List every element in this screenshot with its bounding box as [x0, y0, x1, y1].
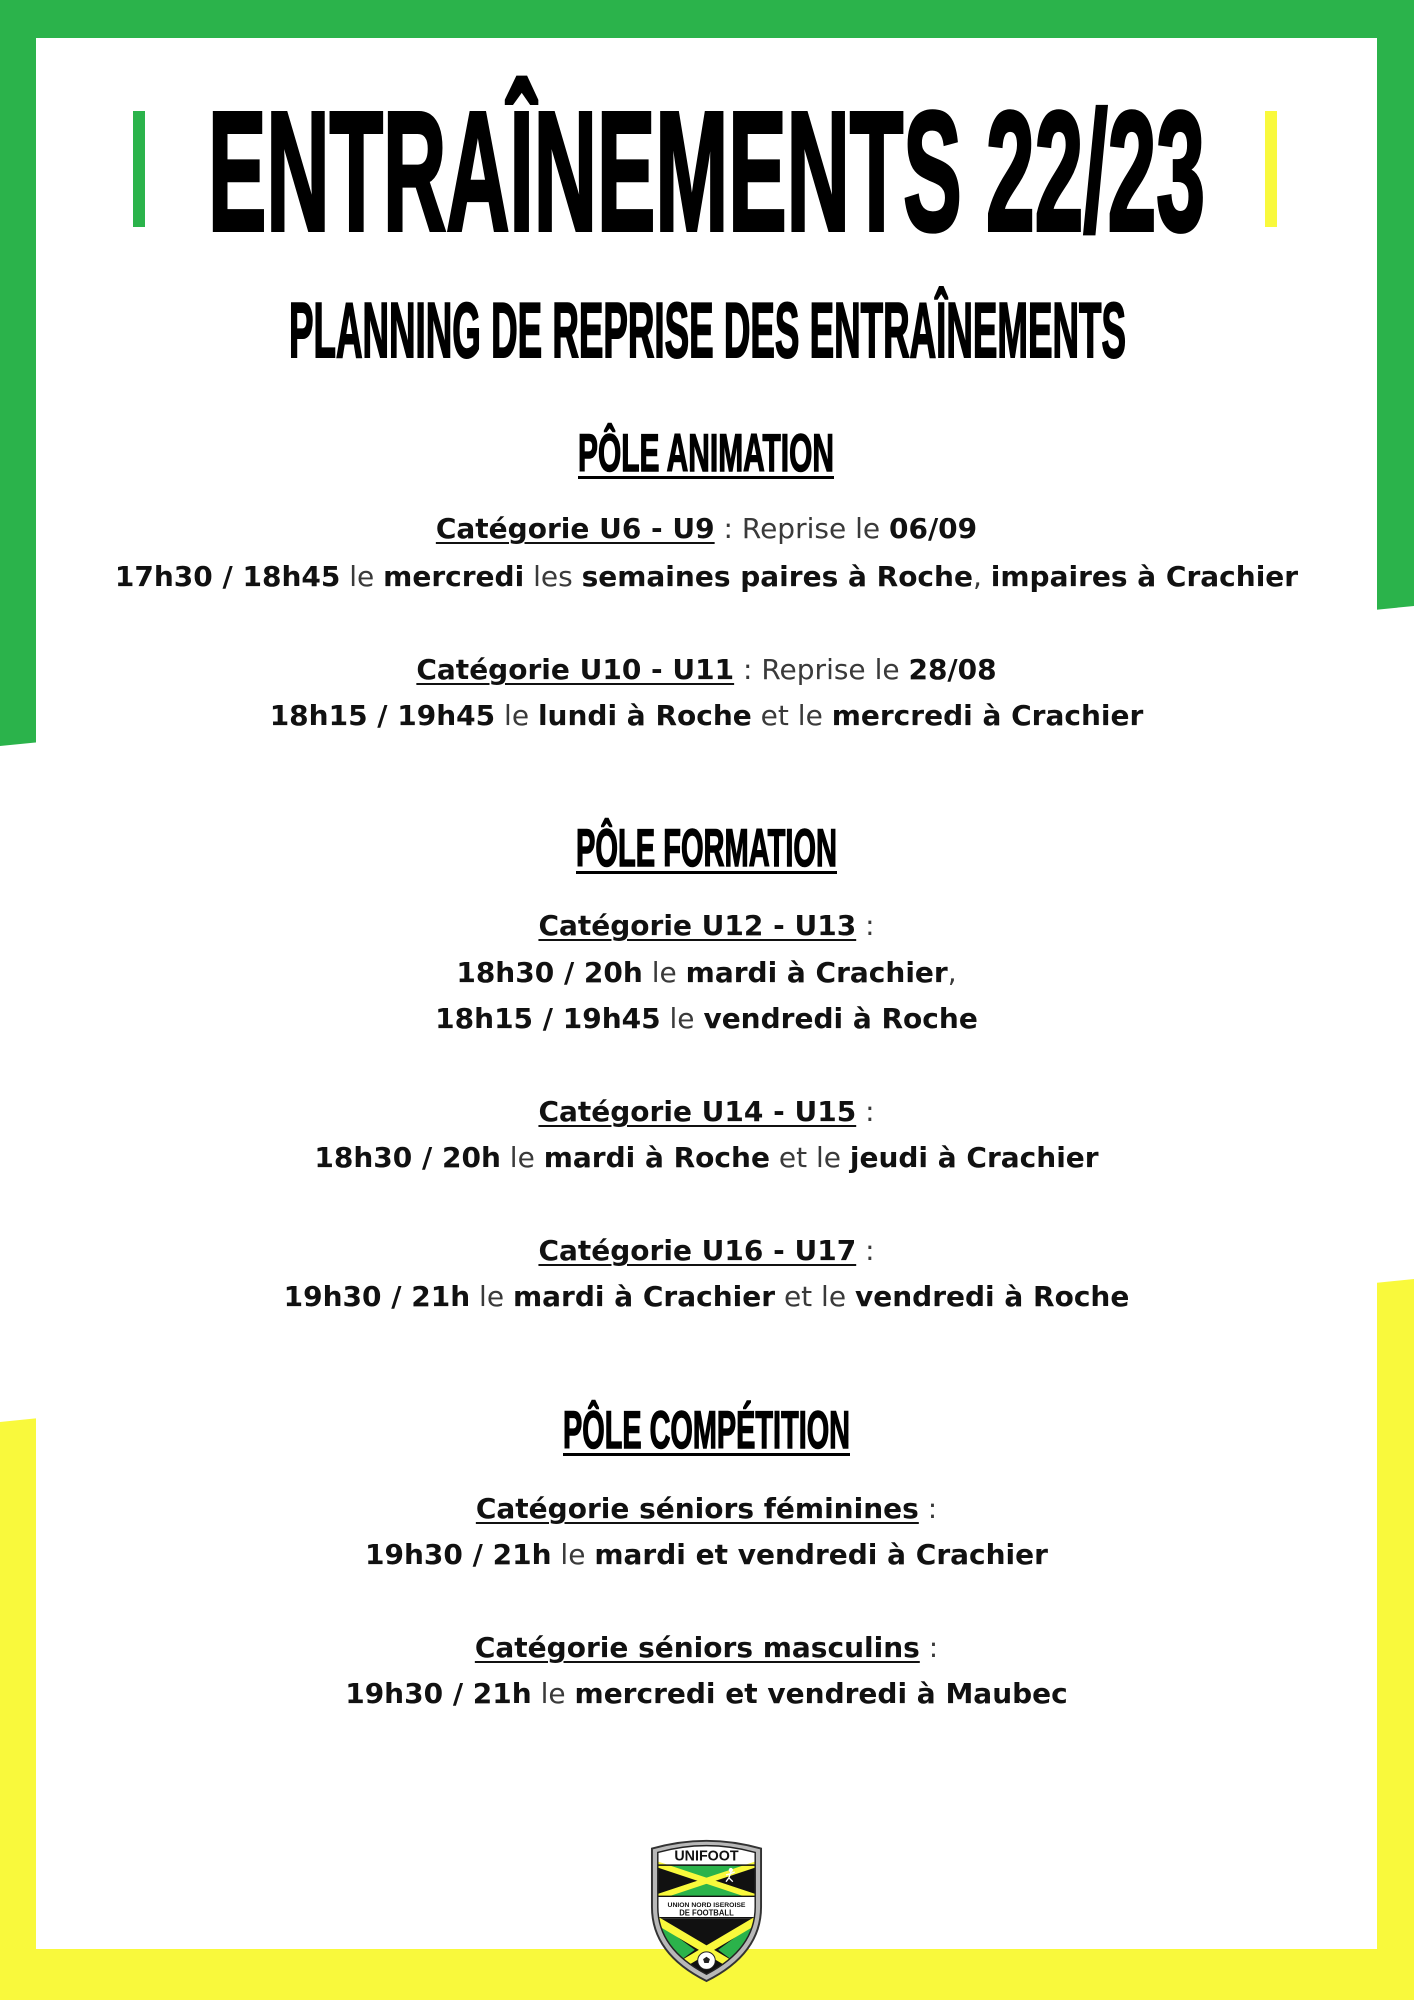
category-suffix: : [856, 909, 875, 942]
schedule-place: jeudi à Crachier [849, 1141, 1099, 1174]
schedule-place: mercredi et vendredi à Maubec [574, 1677, 1068, 1710]
schedule-place: mardi à Roche [543, 1141, 770, 1174]
schedule-place: mardi à Crachier [512, 1280, 776, 1313]
schedule-place: impaires à Crachier [990, 560, 1299, 593]
schedule-time: 18h30 / 20h [456, 956, 643, 989]
schedule-connector: , [947, 956, 957, 989]
resume-date: 06/09 [888, 512, 978, 545]
schedule-line [36, 553, 1377, 600]
schedule-place: mercredi à Crachier [831, 699, 1144, 732]
schedule-line [36, 1273, 1377, 1320]
schedule-place: mardi et vendredi à Crachier [594, 1538, 1048, 1571]
schedule-place: vendredi à Roche [854, 1280, 1130, 1313]
schedule-place: lundi à Roche [537, 699, 752, 732]
schedule-connector: et le [769, 1141, 850, 1174]
schedule-connector: les [524, 560, 582, 593]
schedule-connector: le [660, 1002, 704, 1035]
section-title-underline [563, 1453, 850, 1456]
section-heading-animation [36, 401, 1377, 486]
schedule-connector: et le [775, 1280, 855, 1313]
schedule-line [36, 949, 1377, 996]
category-label: Catégorie U10 - U11 [416, 653, 735, 686]
soccer-ball-icon [698, 1952, 716, 1970]
category-line [36, 902, 1377, 949]
logo-line1: UNION NORD ISEROISE [667, 1902, 747, 1910]
schedule-day: mercredi [383, 560, 525, 593]
category-label: Catégorie U16 - U17 [538, 1234, 857, 1267]
category-suffix: : Reprise le [714, 512, 889, 545]
schedule-line [36, 1670, 1377, 1717]
schedule-line [36, 1531, 1377, 1578]
page-title-text: ENTRAÎNEMENTS 22/23 [208, 77, 1205, 267]
schedule-connector: le [500, 1141, 544, 1174]
section-heading-formation [36, 796, 1377, 881]
section-heading-competition [36, 1378, 1377, 1463]
section-title-underline [576, 871, 837, 874]
unifoot-logo [648, 1833, 765, 1983]
section-title-underline [578, 476, 834, 479]
logo-name: UNIFOOT [674, 1848, 739, 1865]
section-title: PÔLE FORMATION [576, 819, 1052, 878]
schedule-line [36, 692, 1377, 739]
schedule-time: 19h30 / 21h [283, 1280, 471, 1313]
section-title: PÔLE ANIMATION [578, 424, 1032, 483]
category-line [36, 505, 1377, 552]
category-suffix: : [918, 1492, 938, 1525]
schedule-line [36, 995, 1377, 1042]
schedule-connector: le [642, 956, 686, 989]
resume-date: 28/08 [908, 653, 997, 686]
schedule-time: 19h30 / 21h [365, 1538, 552, 1571]
category-suffix: : [919, 1631, 939, 1664]
logo-line2: DE FOOTBALL [679, 1908, 735, 1918]
schedule-place: mardi à Crachier [685, 956, 948, 989]
schedule-connector: , [972, 560, 991, 593]
category-line [36, 1624, 1377, 1671]
category-line [36, 1088, 1377, 1135]
category-label: Catégorie U14 - U15 [538, 1095, 857, 1128]
schedule-time: 18h30 / 20h [314, 1141, 501, 1174]
page-subtitle [36, 270, 1377, 374]
section-title: PÔLE COMPÉTITION [563, 1401, 1091, 1460]
page-title [36, 60, 1377, 267]
schedule-connector: et le [751, 699, 832, 732]
schedule-line [36, 1134, 1377, 1181]
schedule-time: 19h30 / 21h [345, 1677, 532, 1710]
schedule-time: 18h15 / 19h45 [269, 699, 496, 732]
category-line [36, 1485, 1377, 1532]
category-label: Catégorie U6 - U9 [435, 512, 715, 545]
schedule-time: 17h30 / 18h45 [114, 560, 341, 593]
category-label: Catégorie séniors masculins [474, 1631, 920, 1664]
schedule-connector: le [551, 1538, 595, 1571]
category-label: Catégorie U12 - U13 [538, 909, 857, 942]
schedule-place: vendredi à Roche [703, 1002, 978, 1035]
schedule-connector: le [531, 1677, 575, 1710]
category-suffix: : [856, 1095, 875, 1128]
schedule-place: semaines paires à Roche [581, 560, 973, 593]
schedule-time: 18h15 / 19h45 [435, 1002, 661, 1035]
category-suffix: : [856, 1234, 875, 1267]
category-suffix: : Reprise le [734, 653, 909, 686]
schedule-connector: le [470, 1280, 513, 1313]
category-line [36, 646, 1377, 693]
page-subtitle-text: PLANNING DE REPRISE DES ENTRAÎNEMENTS [289, 286, 1126, 374]
schedule-connector: le [495, 699, 538, 732]
schedule-connector: le [340, 560, 384, 593]
category-line [36, 1227, 1377, 1274]
category-label: Catégorie séniors féminines [475, 1492, 919, 1525]
